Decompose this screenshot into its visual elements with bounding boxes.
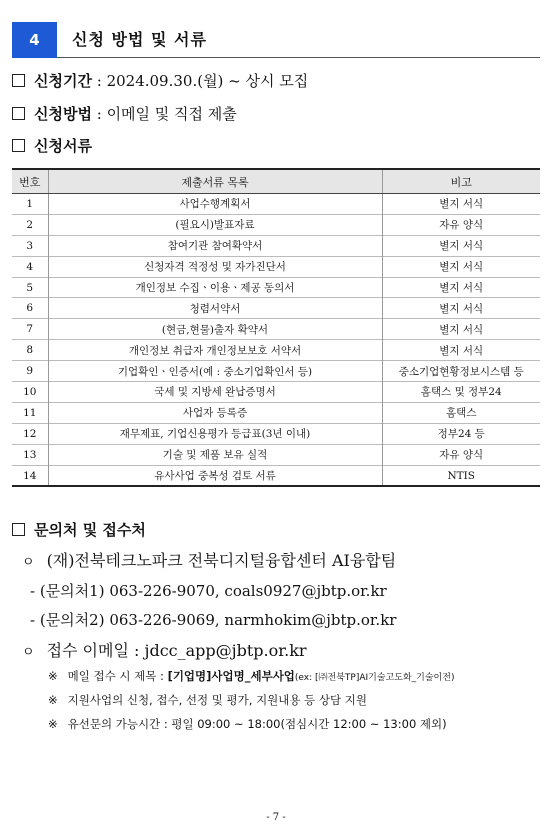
table-header-row xyxy=(12,169,540,194)
page-number: - 7 - xyxy=(266,812,286,823)
cell-remark: 자유 양식 xyxy=(382,444,540,465)
note-1 xyxy=(48,668,454,684)
cell-number: 1 xyxy=(12,194,48,215)
item-label: 신청서류 xyxy=(34,137,92,155)
table-row xyxy=(12,214,540,235)
header-number: 번호 xyxy=(12,169,48,194)
cell-document: 신청자격 적정성 및 자가진단서 xyxy=(48,256,382,277)
item-label: 신청기간 xyxy=(34,72,92,90)
cell-number: 13 xyxy=(12,444,48,465)
item-value: 이메일 및 직접 제출 xyxy=(106,105,237,123)
cell-number: 2 xyxy=(12,214,48,235)
org-name: (재)전북테크노파크 전북디지털융합센터 AI융합팀 xyxy=(46,551,397,570)
item-label: 신청방법 xyxy=(34,105,92,123)
table-row xyxy=(12,256,540,277)
cell-remark: 별지 서식 xyxy=(382,194,540,215)
checkbox-square-icon xyxy=(12,107,25,120)
reference-mark-icon: ※ xyxy=(48,717,58,731)
cell-number: 10 xyxy=(12,382,48,403)
cell-document: 사업자 등록증 xyxy=(48,402,382,423)
cell-document: 청렴서약서 xyxy=(48,298,382,319)
cell-document: 국세 및 지방세 완납증명서 xyxy=(48,382,382,403)
table-row xyxy=(12,340,540,361)
item-value: 2024.09.30.(월) ~ 상시 모집 xyxy=(106,72,309,90)
cell-remark: 별지 서식 xyxy=(382,298,540,319)
cell-remark: 별지 서식 xyxy=(382,319,540,340)
section-header xyxy=(12,22,540,58)
note-2 xyxy=(48,692,367,708)
table-row xyxy=(12,444,540,465)
cell-number: 7 xyxy=(12,319,48,340)
note-post: ) xyxy=(450,673,455,683)
table-row xyxy=(12,235,540,256)
table-row xyxy=(12,277,540,298)
cell-number: 5 xyxy=(12,277,48,298)
table-row xyxy=(12,465,540,486)
cell-number: 14 xyxy=(12,465,48,486)
table-row xyxy=(12,423,540,444)
cell-remark: 별지 서식 xyxy=(382,256,540,277)
table-row xyxy=(12,298,540,319)
cell-document: 개인정보 수집ㆍ이용ㆍ제공 동의서 xyxy=(48,277,382,298)
table-body xyxy=(12,194,540,487)
email-text: 접수 이메일 : jdcc_app@jbtp.or.kr xyxy=(46,641,307,660)
cell-document: 기술 및 제품 보유 실적 xyxy=(48,444,382,465)
cell-remark: 별지 서식 xyxy=(382,277,540,298)
cell-document: 참여기관 참여확약서 xyxy=(48,235,382,256)
checkbox-square-icon xyxy=(12,74,25,87)
contact-1: - (문의처1) 063-226-9070, coals0927@jbtp.or.kr xyxy=(30,582,387,600)
cell-number: 9 xyxy=(12,361,48,382)
table-row xyxy=(12,382,540,403)
cell-number: 3 xyxy=(12,235,48,256)
item-documents xyxy=(12,135,92,156)
checkbox-square-icon xyxy=(12,139,25,152)
cell-remark: 중소기업현황정보시스템 등 xyxy=(382,361,540,382)
contact-heading-row xyxy=(12,519,146,540)
item-sep: : xyxy=(91,105,107,123)
section-number: 4 xyxy=(12,22,57,58)
cell-document: (필요시)발표자료 xyxy=(48,214,382,235)
cell-remark: NTIS xyxy=(382,465,540,486)
section-title: 신청 방법 및 서류 xyxy=(72,30,207,49)
cell-remark: 별지 서식 xyxy=(382,235,540,256)
cell-document: 개인정보 취급자 개인정보보호 서약서 xyxy=(48,340,382,361)
cell-remark: 정부24 등 xyxy=(382,423,540,444)
contact-2: - (문의처2) 063-226-9069, narmhokim@jbtp.or.kr xyxy=(30,611,397,629)
cell-number: 11 xyxy=(12,402,48,423)
cell-remark: 자유 양식 xyxy=(382,214,540,235)
note-mid: (ex: xyxy=(294,673,316,683)
item-period xyxy=(12,70,308,91)
cell-remark: 홈택스 및 정부24 xyxy=(382,382,540,403)
email-line xyxy=(22,638,307,661)
cell-remark: 별지 서식 xyxy=(382,340,540,361)
section-underline xyxy=(57,57,540,58)
cell-number: 8 xyxy=(12,340,48,361)
cell-document: (현금,현물)출자 확약서 xyxy=(48,319,382,340)
reference-mark-icon: ※ xyxy=(48,693,58,707)
note-text: 유선문의 가능시간 : 평일 09:00 ~ 18:00(점심시간 12:00 ~ 13:00 제외) xyxy=(67,717,447,731)
cell-remark: 홈택스 xyxy=(382,402,540,423)
note-text: 지원사업의 신청, 접수, 선정 및 평가, 지원내용 등 상담 지원 xyxy=(67,693,368,707)
cell-number: 6 xyxy=(12,298,48,319)
cell-document: 재무제표, 기업신용평가 등급표(3년 이내) xyxy=(48,423,382,444)
cell-document: 유사사업 중복성 검토 서류 xyxy=(48,465,382,486)
circle-bullet-icon: ㅇ xyxy=(22,555,35,570)
note-text: 메일 접수 시 제목 : xyxy=(67,669,168,683)
documents-table xyxy=(12,168,540,487)
table-row xyxy=(12,361,540,382)
cell-document: 기업확인ㆍ인증서(예 : 중소기업확인서 등) xyxy=(48,361,382,382)
table-row xyxy=(12,402,540,423)
cell-number: 12 xyxy=(12,423,48,444)
contact-heading: 문의처 및 접수처 xyxy=(34,521,146,539)
table-row xyxy=(12,194,540,215)
cell-document: 사업수행계획서 xyxy=(48,194,382,215)
item-method xyxy=(12,103,237,124)
header-remarks: 비고 xyxy=(382,169,540,194)
reference-mark-icon: ※ xyxy=(48,669,58,683)
item-sep: : xyxy=(91,72,107,90)
note-example: [㈜전북TP]AI기술고도화_기술이전 xyxy=(315,673,451,683)
circle-bullet-icon: ㅇ xyxy=(22,645,35,660)
checkbox-square-icon xyxy=(12,523,25,536)
header-documents: 제출서류 목록 xyxy=(48,169,382,194)
note-3 xyxy=(48,716,447,732)
cell-number: 4 xyxy=(12,256,48,277)
note-strong: [기업명]사업명_세부사업 xyxy=(167,669,295,683)
org-line xyxy=(22,548,396,571)
table-row xyxy=(12,319,540,340)
